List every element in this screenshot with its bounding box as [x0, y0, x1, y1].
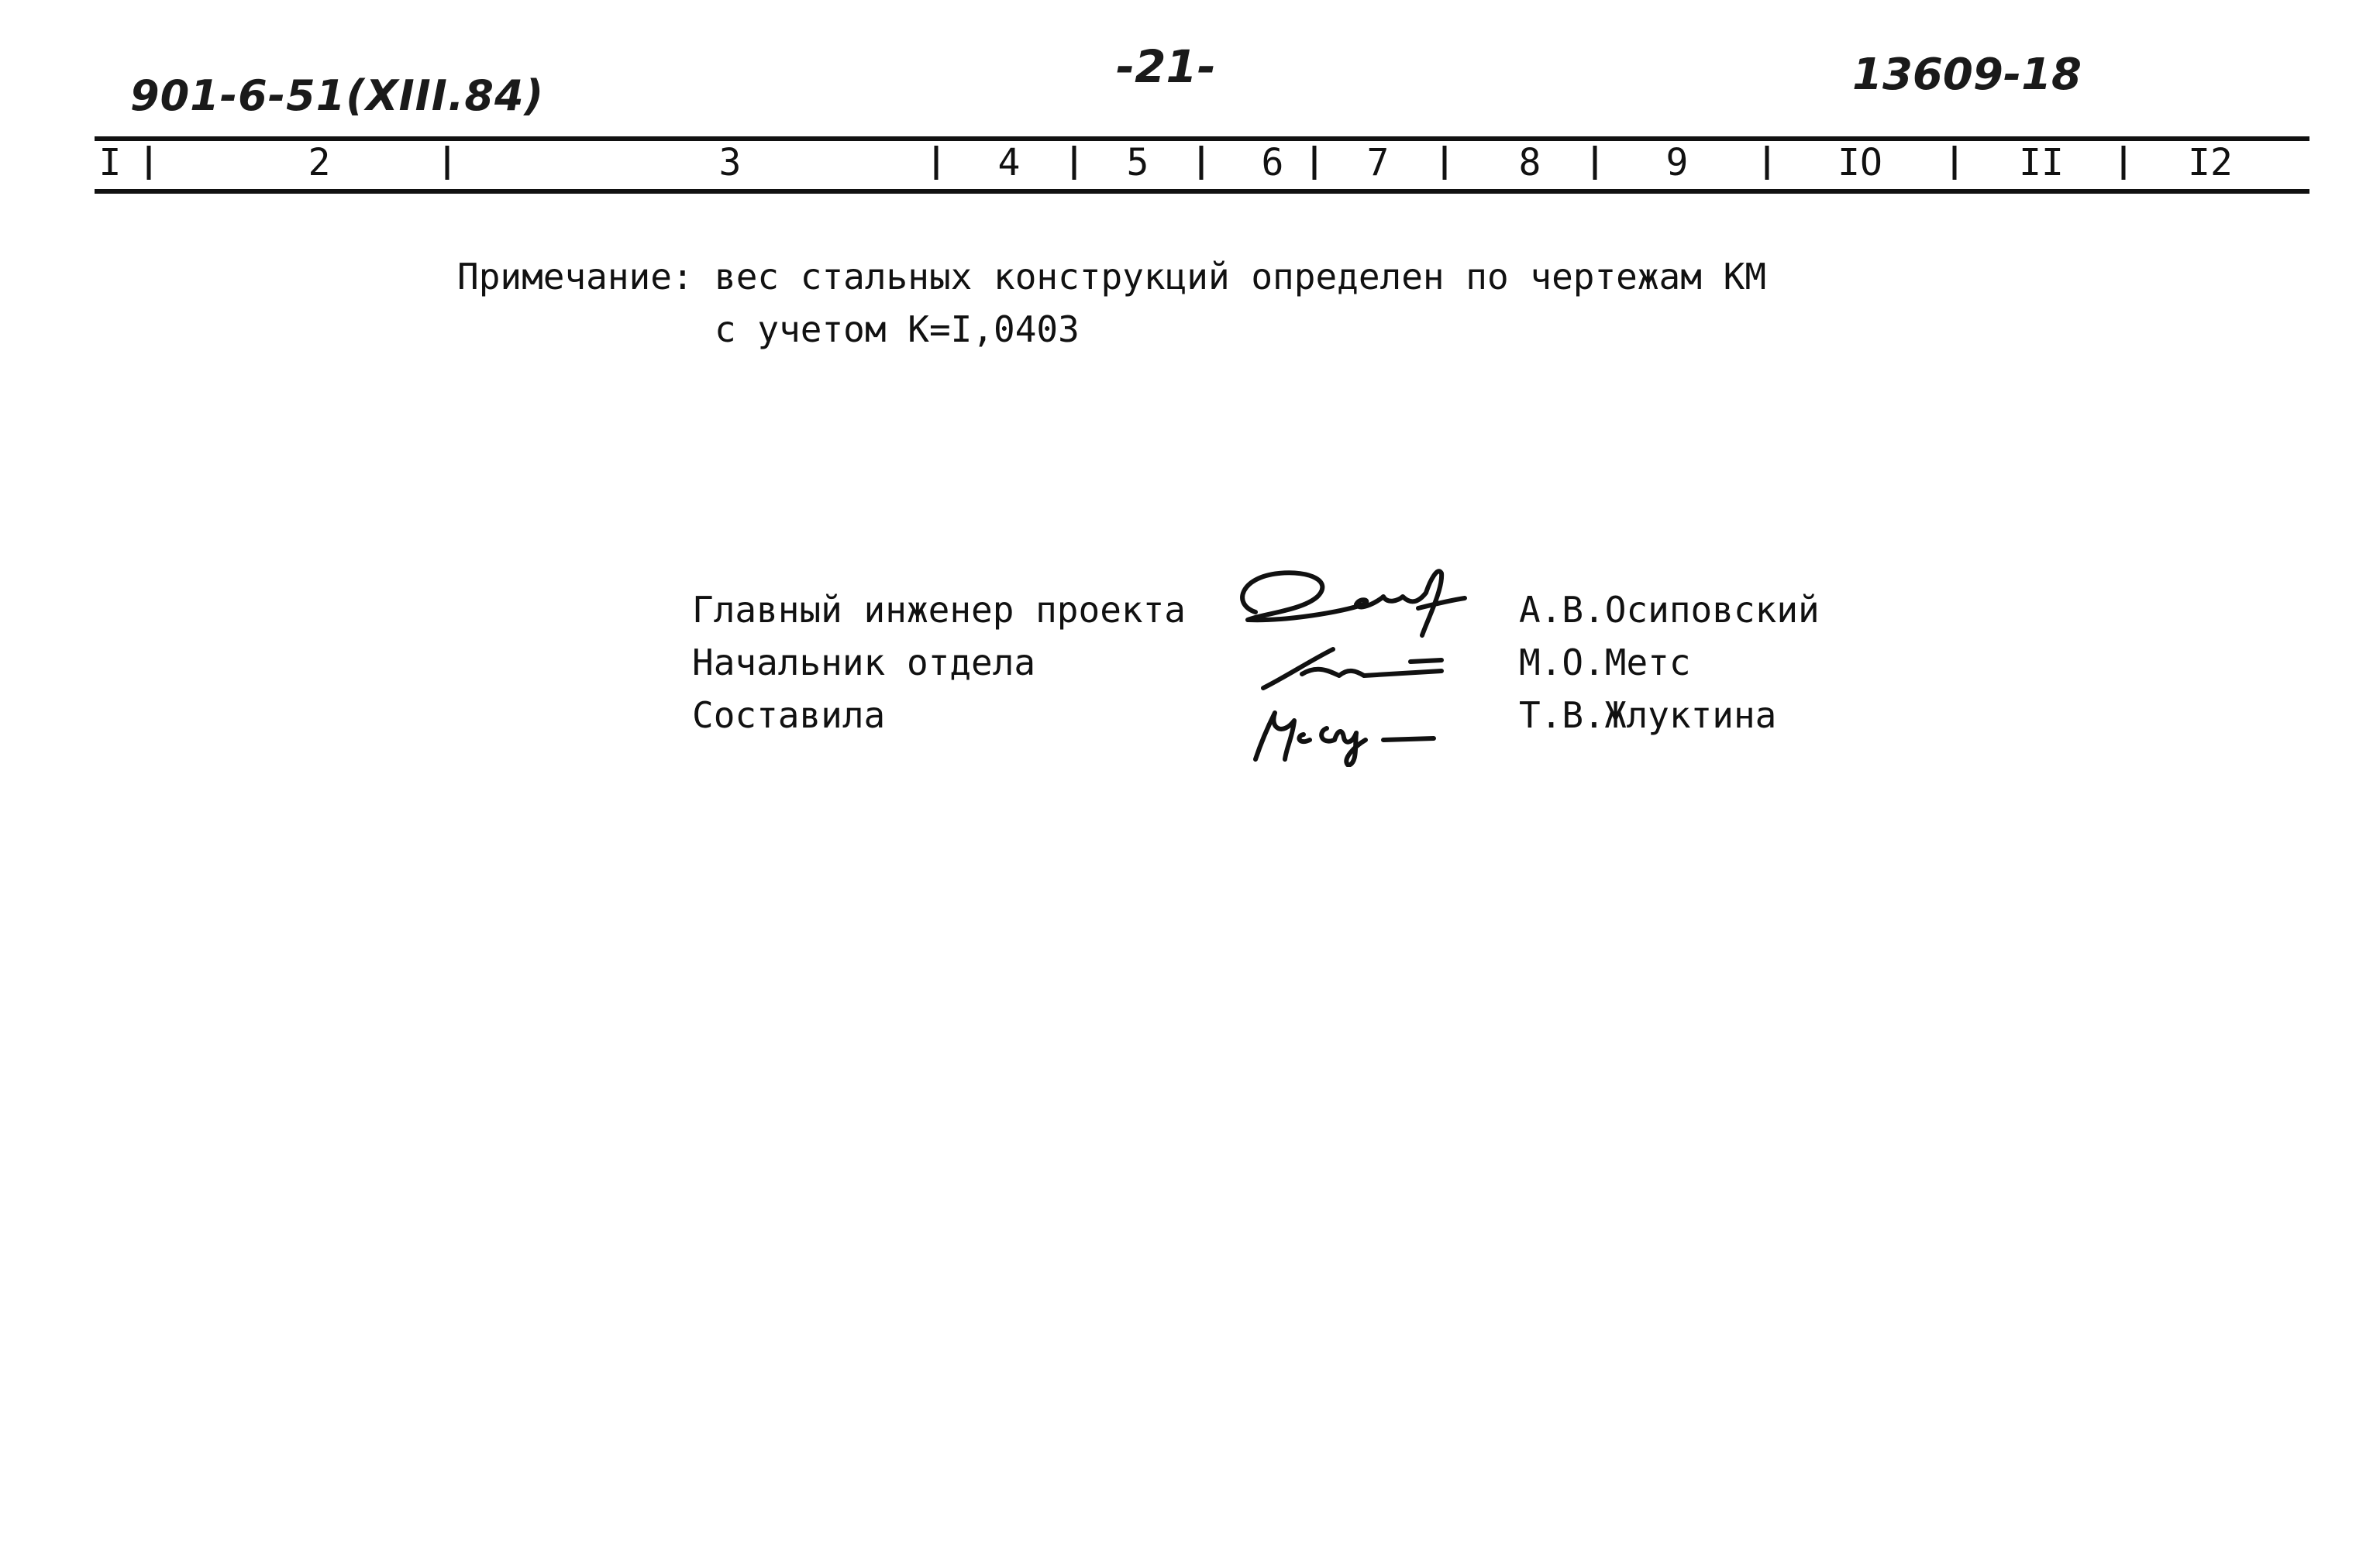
signatory-role-chief-engineer: Главный инженер проекта: [692, 589, 1186, 631]
signatory-name-chief-engineer: А.В.Осиповский: [1519, 589, 1820, 631]
note-text-line-2: с учетом К=I,0403: [715, 308, 1080, 350]
column-number-row: [95, 138, 2309, 189]
column-separator: [1073, 146, 1076, 180]
note-text-line-1: вес стальных конструкций определен по чертежам КМ: [715, 256, 1767, 298]
column-separator: [1443, 146, 1447, 180]
column-number: 3: [718, 141, 742, 184]
column-separator: [1953, 146, 1957, 180]
column-separator: [147, 146, 151, 180]
column-number: IO: [1838, 141, 1882, 184]
signature-department-head: [1248, 642, 1449, 696]
signature-compiler: [1240, 697, 1441, 767]
column-separator: [1593, 146, 1597, 180]
signatory-name-compiler: Т.В.Жлуктина: [1519, 694, 1777, 736]
column-number: 5: [1126, 141, 1149, 184]
column-number: II: [2019, 141, 2064, 184]
signatory-role-department-head: Начальник отдела: [692, 642, 1036, 683]
page-number: -21-: [1116, 40, 1216, 93]
signature-chief-engineer: [1224, 558, 1472, 651]
column-separator: [1313, 146, 1317, 180]
column-number: 7: [1366, 141, 1390, 184]
column-separator: [2122, 146, 2126, 180]
signatory-role-compiler: Составила: [692, 694, 886, 736]
column-number: 8: [1518, 141, 1541, 184]
column-separator: [446, 146, 449, 180]
column-number: I: [98, 141, 122, 184]
note-label: Примечание:: [457, 256, 694, 298]
document-designation: 901-6-51(XIII.84): [130, 71, 545, 120]
signatory-name-department-head: М.О.Метс: [1519, 642, 1691, 683]
column-separator: [1200, 146, 1204, 180]
column-number: 6: [1261, 141, 1284, 184]
column-number: I2: [2188, 141, 2233, 184]
document-number: 13609-18: [1852, 50, 2082, 100]
column-number: 9: [1665, 141, 1689, 184]
table-header-bottom-rule: [95, 189, 2309, 194]
column-number: 4: [997, 141, 1021, 184]
column-separator: [935, 146, 939, 180]
column-number: 2: [308, 141, 331, 184]
column-separator: [1765, 146, 1769, 180]
